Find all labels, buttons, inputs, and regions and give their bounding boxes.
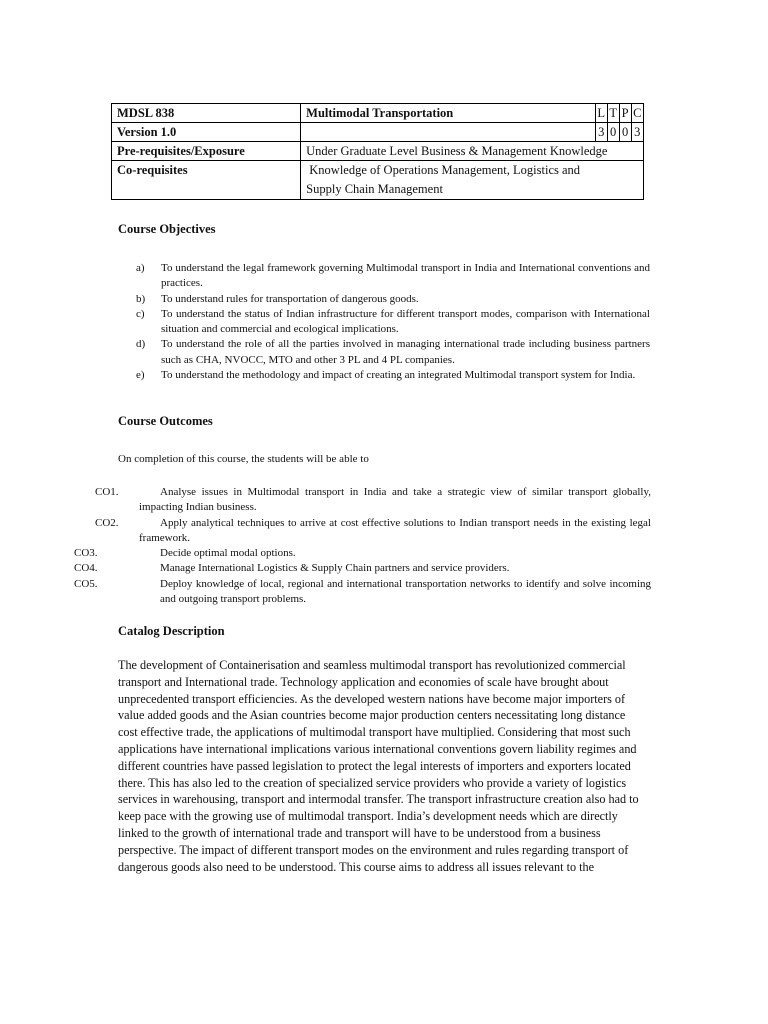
prereq-value: Under Graduate Level Business & Management Knowledge bbox=[301, 142, 644, 161]
outcomes-list bbox=[74, 485, 651, 607]
ltpc-header-c: C bbox=[631, 104, 643, 123]
catalog-description-heading: Catalog Description bbox=[118, 624, 225, 638]
table-row bbox=[112, 142, 644, 161]
list-marker: c) bbox=[136, 307, 145, 320]
course-info-table bbox=[111, 103, 644, 200]
ltpc-value-c: 3 bbox=[631, 123, 643, 142]
table-row bbox=[112, 123, 644, 142]
ltpc-header-l: L bbox=[595, 104, 607, 123]
list-item-text: To understand the legal framework governing Multimodal transport in India and International conventions and practices. bbox=[161, 262, 650, 290]
list-item bbox=[74, 577, 651, 608]
outcome-code: CO1. bbox=[95, 486, 119, 498]
list-marker: d) bbox=[136, 338, 146, 351]
list-item-text: To understand the methodology and impact of creating an integrated Multimodal transport system for India. bbox=[161, 369, 636, 382]
list-item bbox=[136, 261, 650, 292]
prereq-label: Pre-requisites/Exposure bbox=[112, 142, 301, 161]
course-version: Version 1.0 bbox=[112, 123, 301, 142]
outcome-code: CO5. bbox=[74, 577, 98, 590]
table-row bbox=[112, 161, 644, 200]
list-item bbox=[74, 561, 651, 576]
list-item bbox=[136, 307, 650, 338]
list-item-text: Decide optimal modal options. bbox=[160, 547, 296, 560]
coreq-value: Knowledge of Operations Management, Logistics and Supply Chain Management bbox=[301, 161, 644, 200]
catalog-description-text: The development of Containerisation and seamless multimodal transport has revolutionized commercial transport and International trade. Technology application and economies of scale have brought about unprecedented transport efficiencies. As the developed western nations have become major importers of value added goods and the Asian countries become major production centers necessitating long distance cost effective trade, the applications of multimodal transport have multiplied. Considering that most such applications have international implications various international conventions govern liability regimes and different countries have passed legislation to protect the legal interests of importers and exporters located there. This has also led to the creation of specialized service providers who provide a variety of logistics services in warehousing, transport and intermodal transfer. The transport infrastructure creation also had to keep pace with the growing use of multimodal transport. India’s development needs which are directly linked to the growth of international trade and transport will have to be understood from a business perspective. The impact of different transport modes on the environment and rules regarding transport of dangerous goods also need to be understood. This course aims to address all issues relevant to the bbox=[118, 658, 639, 874]
course-outcomes-heading: Course Outcomes bbox=[118, 414, 213, 428]
ltpc-value-t: 0 bbox=[607, 123, 619, 142]
course-code: MDSL 838 bbox=[112, 104, 301, 123]
list-item-text: Apply analytical techniques to arrive at cost effective solutions to Indian transport needs in the existing legal framework. bbox=[139, 516, 651, 544]
coreq-label: Co-requisites bbox=[112, 161, 301, 200]
table-row bbox=[112, 104, 644, 123]
list-item-text: To understand the status of Indian infrastructure for different transport modes, comparison with International situation and commercial and ecological implications. bbox=[161, 307, 650, 336]
ltpc-header-p: P bbox=[619, 104, 631, 123]
ltpc-header-t: T bbox=[607, 104, 619, 123]
ltpc-value-l: 3 bbox=[595, 123, 607, 142]
ltpc-value-p: 0 bbox=[619, 123, 631, 142]
list-item bbox=[74, 546, 651, 561]
list-marker: a) bbox=[136, 262, 145, 274]
list-item-text: Analyse issues in Multimodal transport in India and take a strategic view of similar transport globally, impacting Indian business. bbox=[139, 486, 651, 514]
objectives-list bbox=[136, 261, 650, 383]
outcome-code: CO3. bbox=[74, 547, 98, 560]
list-item bbox=[95, 485, 651, 516]
list-item bbox=[95, 516, 651, 547]
empty-cell bbox=[301, 123, 596, 142]
list-item bbox=[136, 292, 650, 307]
list-item-text: To understand the role of all the parties involved in managing international trade including business partners such as CHA, NVOCC, MTO and other 3 PL and 4 PL companies. bbox=[161, 338, 650, 366]
list-item-text: To understand rules for transportation of dangerous goods. bbox=[161, 292, 419, 305]
course-title: Multimodal Transportation bbox=[301, 104, 596, 123]
outcomes-intro: On completion of this course, the students will be able to bbox=[118, 453, 369, 465]
list-item bbox=[136, 368, 650, 383]
list-marker: e) bbox=[136, 369, 145, 382]
outcome-code: CO2. bbox=[95, 516, 119, 529]
list-item-text: Deploy knowledge of local, regional and international transportation networks to identify and solve incoming and outgoing transport problems. bbox=[160, 577, 651, 606]
course-objectives-heading: Course Objectives bbox=[118, 222, 216, 236]
list-marker: b) bbox=[136, 292, 146, 305]
outcome-code: CO4. bbox=[74, 562, 98, 575]
list-item bbox=[136, 337, 650, 368]
list-item-text: Manage International Logistics & Supply Chain partners and service providers. bbox=[160, 562, 510, 575]
